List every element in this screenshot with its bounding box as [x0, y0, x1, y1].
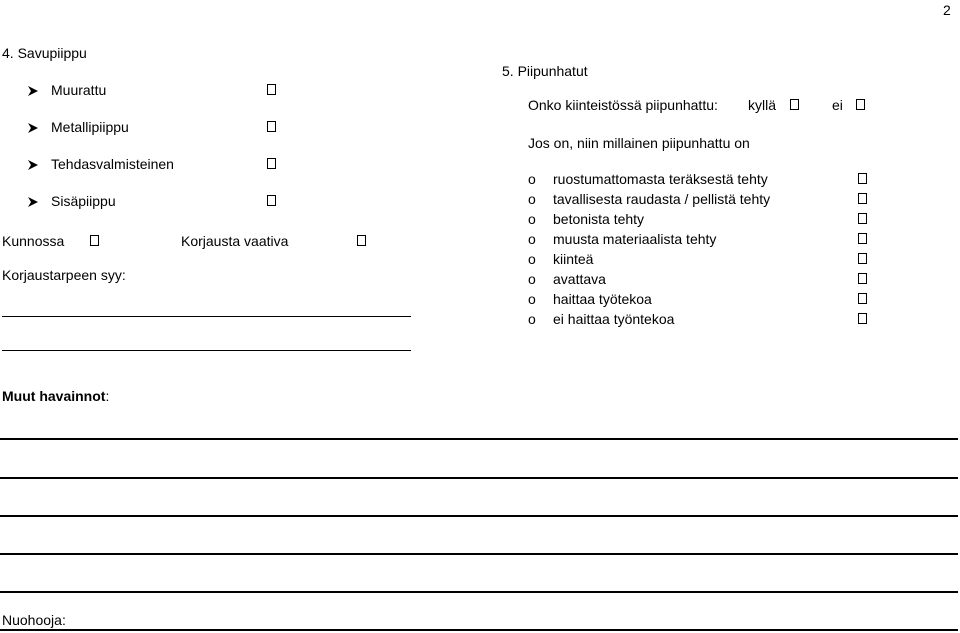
option-label: avattava — [553, 271, 606, 287]
section4-title: 4. Savupiippu — [2, 45, 87, 61]
yes-label: kyllä — [748, 97, 777, 113]
section4-item-muurattu: Muurattu — [51, 82, 107, 98]
other-observations-label-suffix: : — [105, 388, 110, 404]
repair-reason-label: Korjaustarpeen syy: — [2, 267, 126, 283]
repair-reason-line-2[interactable] — [2, 350, 411, 351]
condition-repair-label: Korjausta vaativa — [181, 233, 289, 249]
checkbox-korjausta-vaativa[interactable] — [357, 235, 366, 246]
option-bullet: o — [528, 211, 536, 227]
option-checkbox[interactable] — [858, 233, 867, 244]
option-label: ruostumattomasta teräksestä tehty — [553, 171, 768, 187]
option-checkbox[interactable] — [858, 273, 867, 284]
checkbox-kunnossa[interactable] — [90, 235, 99, 246]
arrow-bullet-icon — [26, 195, 40, 209]
option-label: tavallisesta raudasta / pellistä tehty — [553, 191, 771, 207]
option-bullet: o — [528, 231, 536, 247]
checkbox-sisapiippu[interactable] — [267, 195, 276, 206]
section5-title: 5. Piipunhatut — [502, 63, 588, 79]
chimney-sweep-line[interactable] — [0, 629, 958, 631]
chimney-sweep-label: Nuohooja: — [2, 612, 66, 628]
section4-item-metallipiippu: Metallipiippu — [51, 119, 129, 135]
repair-reason-line-1[interactable] — [2, 316, 411, 317]
arrow-bullet-icon — [26, 158, 40, 172]
observation-line-3[interactable] — [0, 515, 958, 517]
option-bullet: o — [528, 271, 536, 287]
option-label: muusta materiaalista tehty — [553, 231, 717, 247]
arrow-bullet-icon — [26, 121, 40, 135]
option-bullet: o — [528, 171, 536, 187]
section4-item-sisapiippu: Sisäpiippu — [51, 193, 116, 209]
option-label: haittaa työtekoa — [553, 291, 652, 307]
option-label: betonista tehty — [553, 211, 645, 227]
checkbox-muurattu[interactable] — [267, 84, 276, 95]
section5-followup: Jos on, niin millainen piipunhattu on — [528, 135, 750, 151]
other-observations-label-bold: Muut havainnot — [2, 388, 106, 404]
section4-item-tehdasvalmisteinen: Tehdasvalmisteinen — [51, 156, 174, 172]
option-checkbox[interactable] — [858, 293, 867, 304]
option-checkbox[interactable] — [858, 253, 867, 264]
option-bullet: o — [528, 251, 536, 267]
observation-line-2[interactable] — [0, 477, 958, 479]
checkbox-metallipiippu[interactable] — [267, 121, 276, 132]
option-checkbox[interactable] — [858, 193, 867, 204]
section5-question: Onko kiinteistössä piipunhattu: — [528, 97, 718, 113]
option-checkbox[interactable] — [858, 213, 867, 224]
observation-line-4[interactable] — [0, 553, 958, 555]
checkbox-tehdasvalmisteinen[interactable] — [267, 158, 276, 169]
condition-ok-label: Kunnossa — [2, 233, 65, 249]
page-number: 2 — [943, 2, 951, 18]
observation-line-1[interactable] — [0, 438, 958, 440]
option-checkbox[interactable] — [858, 173, 867, 184]
option-bullet: o — [528, 191, 536, 207]
option-label: ei haittaa työntekoa — [553, 311, 675, 327]
no-label: ei — [832, 97, 843, 113]
checkbox-kylla[interactable] — [790, 99, 799, 110]
option-bullet: o — [528, 311, 536, 327]
other-observations-label — [2, 388, 109, 404]
option-label: kiinteä — [553, 251, 594, 267]
option-checkbox[interactable] — [858, 313, 867, 324]
checkbox-ei[interactable] — [856, 99, 865, 110]
option-bullet: o — [528, 291, 536, 307]
observation-line-5[interactable] — [0, 591, 958, 593]
arrow-bullet-icon — [26, 84, 40, 98]
